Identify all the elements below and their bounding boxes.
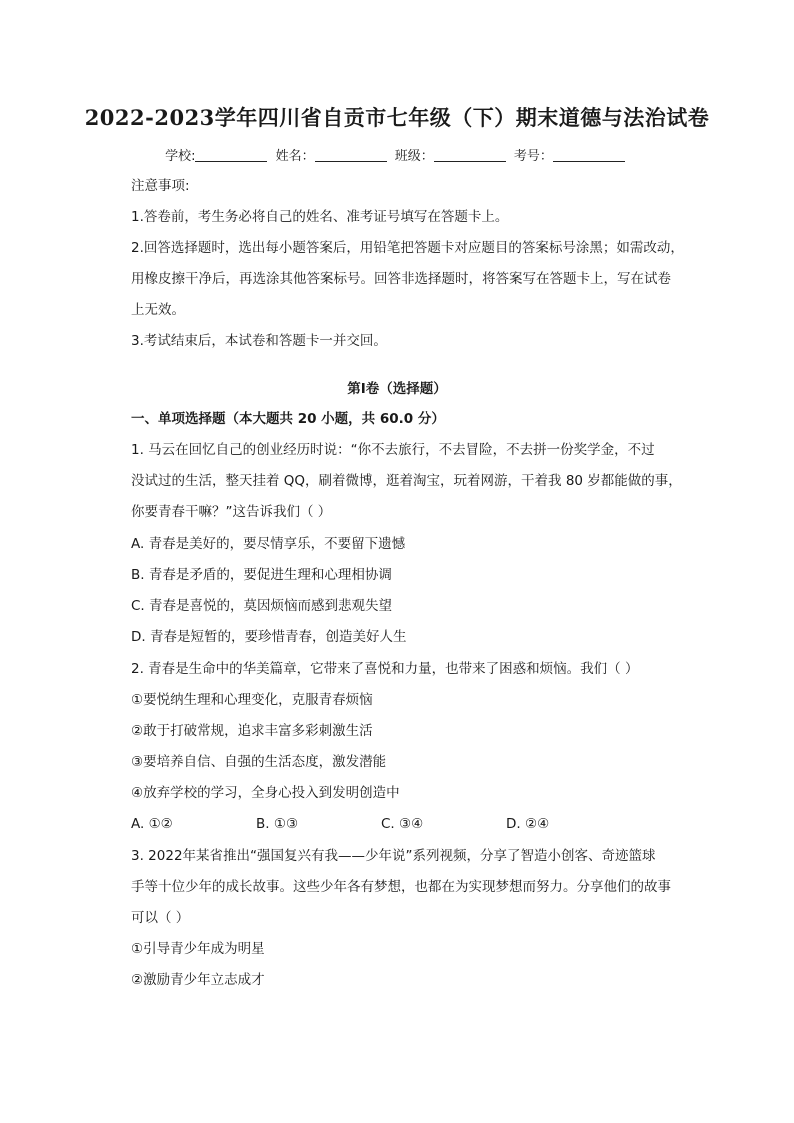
notice-item: 1.答卷前，考生务必将自己的姓名、准考证号填写在答题卡上。 bbox=[131, 209, 509, 225]
class-blank bbox=[434, 147, 506, 162]
school-blank bbox=[195, 147, 267, 162]
part-title: 一、单项选择题（本大题共 20 小题，共 60.0 分） bbox=[131, 411, 445, 427]
name-label: 姓名： bbox=[275, 149, 315, 164]
question-3-statement: ②激励青少年立志成才 bbox=[131, 972, 265, 988]
question-2-options bbox=[131, 816, 631, 832]
school-label: 学校: bbox=[165, 149, 196, 164]
question-3-line: 手等十位少年的成长故事。这些少年各有梦想，也都在为实现梦想而努力。分享他们的故事 bbox=[131, 879, 671, 895]
question-2-statement: ①要悦纳生理和心理变化，克服青春烦恼 bbox=[131, 692, 373, 708]
question-2-statement: ④放弃学校的学习，全身心投入到发明创造中 bbox=[131, 785, 400, 801]
question-1-option-a: A. 青春是美好的，要尽情享乐，不要留下遗憾 bbox=[131, 536, 406, 552]
class-label: 班级： bbox=[394, 149, 434, 164]
question-1-option-b: B. 青春是矛盾的，要促进生理和心理相协调 bbox=[131, 567, 392, 583]
question-1-line: 你要青春干嘛？”这告诉我们（ ） bbox=[131, 504, 332, 520]
question-1-line: 1. 马云在回忆自己的创业经历时说：“你不去旅行，不去冒险，不去拼一份奖学金，不过 bbox=[131, 442, 655, 458]
notice-item: 3.考试结束后，本试卷和答题卡一并交回。 bbox=[131, 333, 387, 349]
name-blank bbox=[315, 147, 387, 162]
exam-title: 2022-2023学年四川省自贡市七年级（下）期末道德与法治试卷 bbox=[84, 105, 710, 130]
exam-no-label: 考号： bbox=[513, 149, 553, 164]
question-3-statement: ①引导青少年成为明星 bbox=[131, 941, 265, 957]
question-2-stem: 2. 青春是生命中的华美篇章，它带来了喜悦和力量，也带来了困惑和烦恼。我们（ ） bbox=[131, 661, 639, 677]
notice-item: 2.回答选择题时，选出每小题答案后，用铅笔把答题卡对应题目的答案标号涂黑；如需改动， bbox=[131, 240, 684, 256]
question-3-line: 可以（ ） bbox=[131, 910, 190, 926]
question-1-option-d: D. 青春是短暂的，要珍惜青春，创造美好人生 bbox=[131, 629, 407, 645]
notice-item: 用橡皮擦干净后，再选涂其他答案标号。回答非选择题时，将答案写在答题卡上，写在试卷 bbox=[131, 271, 671, 287]
question-2-option-c: C. ③④ bbox=[381, 816, 424, 832]
question-2-option-a: A. ①② bbox=[131, 816, 173, 832]
question-1-line: 没试过的生活，整天挂着 QQ，刷着微博，逛着淘宝，玩着网游，干着我 80 岁都能做的事， bbox=[131, 473, 682, 489]
notice-heading: 注意事项: bbox=[131, 178, 190, 194]
question-3-line: 3. 2022年某省推出“强国复兴有我——少年说”系列视频，分享了智造小创客、奇迹篮球 bbox=[131, 848, 656, 864]
question-2-statement: ③要培养自信、自强的生活态度，激发潜能 bbox=[131, 754, 387, 770]
notice-item: 上无效。 bbox=[131, 302, 185, 318]
question-2-option-d: D. ②④ bbox=[506, 816, 550, 832]
question-2-option-b: B. ①③ bbox=[256, 816, 299, 832]
student-info-row bbox=[0, 145, 794, 164]
exam-no-blank bbox=[553, 147, 625, 162]
volume-title: 第Ⅰ卷（选择题） bbox=[347, 381, 447, 397]
question-1-option-c: C. 青春是喜悦的，莫因烦恼而感到悲观失望 bbox=[131, 598, 393, 614]
question-2-statement: ②敢于打破常规，追求丰富多彩刺激生活 bbox=[131, 723, 373, 739]
